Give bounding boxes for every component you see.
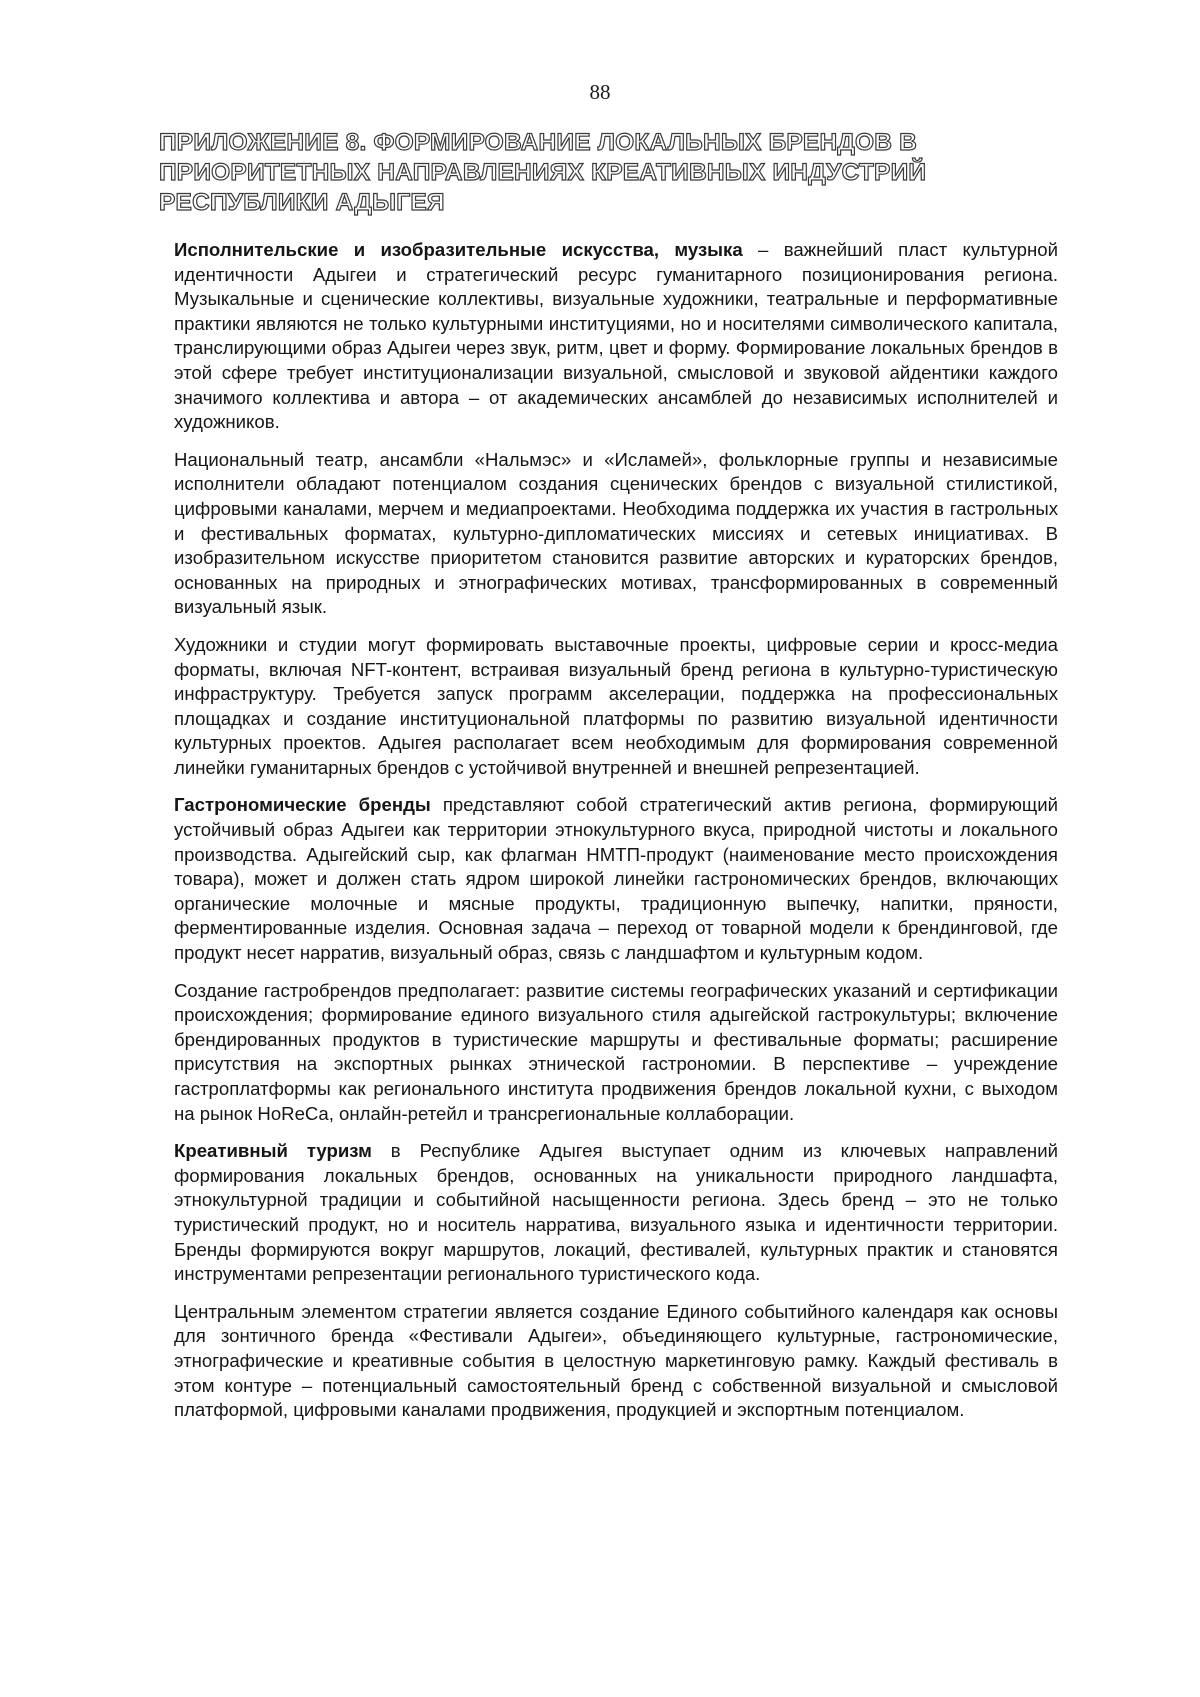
paragraph-text: в Республике Адыгея выступает одним из ключевых направлений формирования локальных брендов, основанных на уникальности природного ландшафта, этнокультурной традиции и событийной насыщенности региона. Здесь бренд – это не только туристический продукт, но и носитель нарратива, визуального языка и идентичности территории. Бренды формируются вокруг маршрутов, локаций, фестивалей, культурных практик и становятся инструментами репрезентации регионального туристического кода.	[174, 1140, 1058, 1285]
paragraph-artists-studios	[174, 633, 1058, 781]
paragraph-event-calendar	[174, 1300, 1058, 1423]
paragraph-gastronomic-brands	[174, 793, 1058, 965]
paragraph-text: представляют собой стратегический актив региона, формирующий устойчивый образ Адыгеи как территории этнокультурного вкуса, природной чистоты и локального производства. Адыгейский сыр, как флагман НМТП-продукт (наименование место происхождения товара), может и должен стать ядром широкой линейки гастрономических брендов, включающих органические молочные и мясные продукты, традиционную выпечку, напитки, пряности, ферментированные изделия. Основная задача – переход от товарной модели к брендинговой, где продукт несет нарратив, визуальный образ, связь с ландшафтом и культурным кодом.	[174, 794, 1058, 964]
page-number: 88	[589, 80, 611, 104]
paragraph-gastrobrands-creation	[174, 979, 1058, 1127]
paragraph-national-theatre	[174, 448, 1058, 620]
paragraph-text: Национальный театр, ансамбли «Нальмэс» и «Исламей», фольклорные группы и независимые исполнители обладают потенциалом создания сценических брендов с визуальной стилистикой, цифровыми каналами, мерчем и медиапроектами. Необходима поддержка их участия в гастрольных и фестивальных форматах, культурно-дипломатических миссиях и сетевых инициативах. В изобразительном искусстве приоритетом становится развитие авторских и кураторских брендов, основанных на природных и этнографических мотивах, трансформированных в современный визуальный язык.	[174, 448, 1058, 618]
paragraph-lead: Гастрономические бренды	[174, 794, 431, 816]
paragraph-text: – важнейший пласт культурной идентичности Адыгеи и стратегический ресурс гуманитарного позиционирования региона. Музыкальные и сценические коллективы, визуальные художники, театральные и перформативные практики являются не только культурными институциями, но и носителями символического капитала, транслирующими образ Адыгеи через звук, ритм, цвет и форму. Формирование локальных брендов в этой сфере требует институционализации визуальной, смысловой и звуковой айдентики каждого значимого коллектива и автора – от академических ансамблей до независимых исполнителей и художников.	[174, 239, 1058, 433]
paragraph-performing-arts	[174, 238, 1058, 435]
paragraph-text: Создание гастробрендов предполагает: развитие системы географических указаний и сертификации происхождения; формирование единого визуального стиля адыгейской гастрокультуры; включение брендированных продуктов в туристические маршруты и фестивальные форматы; расширение присутствия на экспортных рынках этнической гастрономии. В перспективе – учреждение гастроплатформы как регионального института продвижения брендов локальной кухни, с выходом на рынок HoReCa, онлайн-ретейл и трансрегиональные коллаборации.	[174, 979, 1058, 1124]
paragraph-lead: Креативный туризм	[174, 1140, 372, 1162]
body-text	[174, 238, 1058, 1436]
paragraph-text: Центральным элементом стратегии является создание Единого событийного календаря как основы для зонтичного бренда «Фестивали Адыгеи», объединяющего культурные, гастрономические, этнографические и креативные события в целостную маркетинговую рамку. Каждый фестиваль в этом контуре – потенциальный самостоятельный бренд с собственной визуальной и смысловой платформой, цифровыми каналами продвижения, продукцией и экспортным потенциалом.	[174, 1300, 1058, 1421]
paragraph-lead: Исполнительские и изобразительные искусства, музыка	[174, 239, 743, 260]
paragraph-text: Художники и студии могут формировать выставочные проекты, цифровые серии и кросс-медиа форматы, включая NFT-контент, встраивая визуальный бренд региона в культурно-туристическую инфраструктуру. Требуется запуск программ акселерации, поддержка на профессиональных площадках и создание институциональной платформы по развитию визуальной идентичности культурных проектов. Адыгея располагает всем необходимым для формирования современной линейки гуманитарных брендов с устойчивой внутренней и внешней репрезентацией.	[174, 633, 1058, 778]
appendix-heading: ПРИЛОЖЕНИЕ 8. ФОРМИРОВАНИЕ ЛОКАЛЬНЫХ БРЕНДОВ В ПРИОРИТЕТНЫХ НАПРАВЛЕНИЯХ КРЕАТИВНЫХ ИНДУСТРИЙ РЕСПУБЛИКИ АДЫГЕЯ	[159, 129, 927, 216]
paragraph-creative-tourism	[174, 1139, 1058, 1287]
